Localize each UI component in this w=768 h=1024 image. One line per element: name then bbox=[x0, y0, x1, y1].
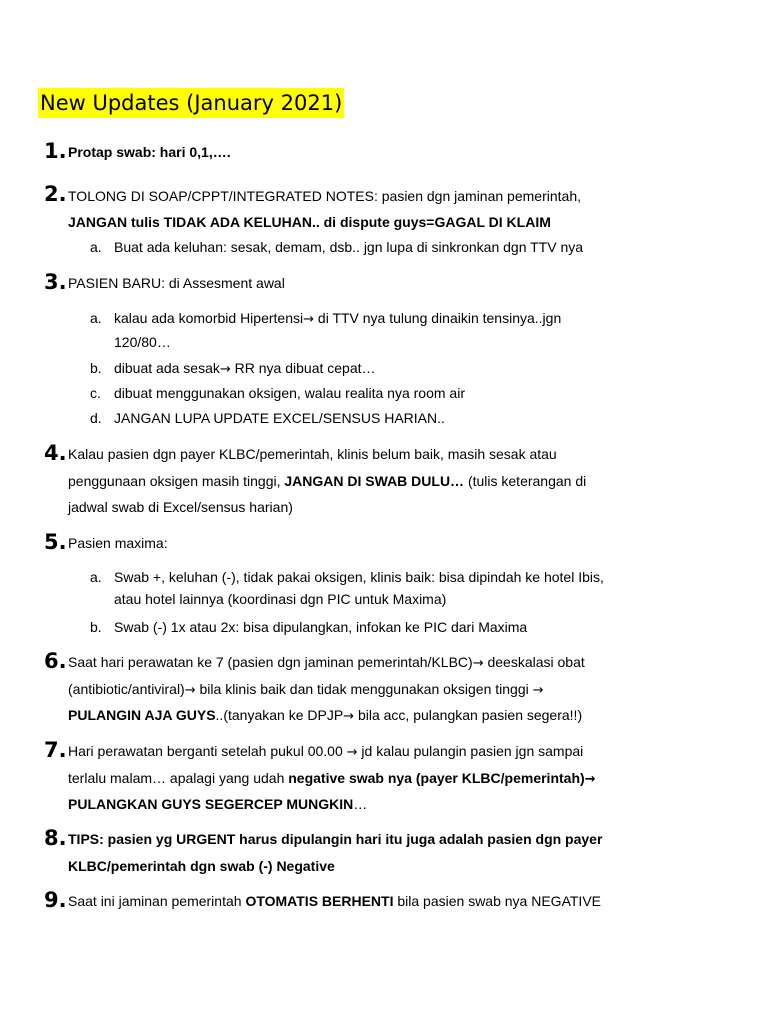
document-page: New Updates (January 2021) 1. Protap swab: hari 0,1,…. 2. TOLONG DI SOAP/CPPT/INTEGRATED NOTES: pasien dgn jaminan pemerintah, JANGAN tulis TIDAK ADA KELUHAN.. di dispute guys=GAGAL DI KLAIM a. Buat ada keluhan: sesak, demam, dsb.. jgn lupa di sinkronkan dgn TTV nya 3. PASIEN BARU: di Assesment awal a. kalau ada komorbid Hipertensi→ di TTV nya tulung dinaikin tensinya..jgn 120/80… b. dibuat ada sesak→ RR nya dibuat cepat… c. dibuat menggunakan oksigen, walau realita nya room air d. JANGAN LUPA UPDATE EXCEL/SENSUS HARIAN.. 4. Kalau pasien dgn payer KLBC/pemerintah, klinis belum baik, masih sesak atau penggunaan oksigen masih tinggi, JANGAN DI SWAB DULU… (tulis keterangan di jadwal swab di Excel/sensus harian) 5. Pasien maxima: a. Swab +, keluhan (-), tidak pakai oksigen, klinis baik: bisa dipindah ke hotel Ibis, atau hotel lainnya (koordinasi dgn PIC untuk Maxima) b. Swab (-) 1x atau 2x: bisa dipulangkan, infokan ke PIC dari Maxima 6. Saat hari perawatan ke 7 (pasien dgn jaminan pemerintah/KLBC)→ deeskalasi obat (antibiotic/antiviral)→ bila klinis baik dan tidak menggunakan oksigen tinggi → PULANGIN AJA GUYS..(tanyakan ke DPJP→ bila acc, pulangkan pasien segera!!) 7. Hari perawatan berganti setelah pukul 00.00 → jd kalau pulangin pasien jgn sampai terlalu malam… apalagi yang udah negative swab nya (payer KLBC/pemerintah)→ PULANGKAN GUYS SEGERCEP MUNGKIN… 8. TIPS: pasien yg URGENT harus dipulangin hari itu juga adalah pasien dgn payer KLBC/pemerintah dgn swab (-) Negative 9. Saat ini jaminan pemerintah OTOMATIS BERHENTI bila pasien swab nya NEGATIVE bbox=[0, 0, 768, 1024]
arrow-right-icon: → bbox=[532, 683, 544, 698]
arrow-right-icon: → bbox=[346, 745, 358, 760]
item-number: 7. bbox=[44, 738, 67, 762]
item-number: 3. bbox=[44, 270, 67, 294]
page-title: New Updates (January 2021) bbox=[38, 88, 344, 118]
item-number: 6. bbox=[44, 649, 67, 673]
arrow-right-icon: → bbox=[343, 709, 355, 724]
arrow-right-icon: → bbox=[184, 683, 196, 698]
item-text-bold: JANGAN tulis TIDAK ADA KELUHAN.. di dispute guys=GAGAL DI KLAIM bbox=[68, 214, 551, 230]
item-text: TOLONG DI SOAP/CPPT/INTEGRATED NOTES: pasien dgn jaminan pemerintah, bbox=[68, 188, 581, 204]
item-number: 1. bbox=[44, 139, 67, 163]
arrow-right-icon: → bbox=[584, 772, 596, 787]
item-number: 8. bbox=[44, 826, 67, 850]
item-number: 2. bbox=[44, 182, 67, 206]
item-number: 4. bbox=[44, 441, 67, 465]
item-number: 9. bbox=[44, 888, 67, 912]
item-text: Protap swab: hari 0,1,…. bbox=[68, 144, 231, 160]
item-number: 5. bbox=[44, 530, 67, 554]
arrow-right-icon: → bbox=[303, 312, 315, 327]
arrow-right-icon: → bbox=[219, 362, 231, 377]
arrow-right-icon: → bbox=[472, 656, 484, 671]
item-text: PASIEN BARU: di Assesment awal bbox=[68, 275, 285, 291]
